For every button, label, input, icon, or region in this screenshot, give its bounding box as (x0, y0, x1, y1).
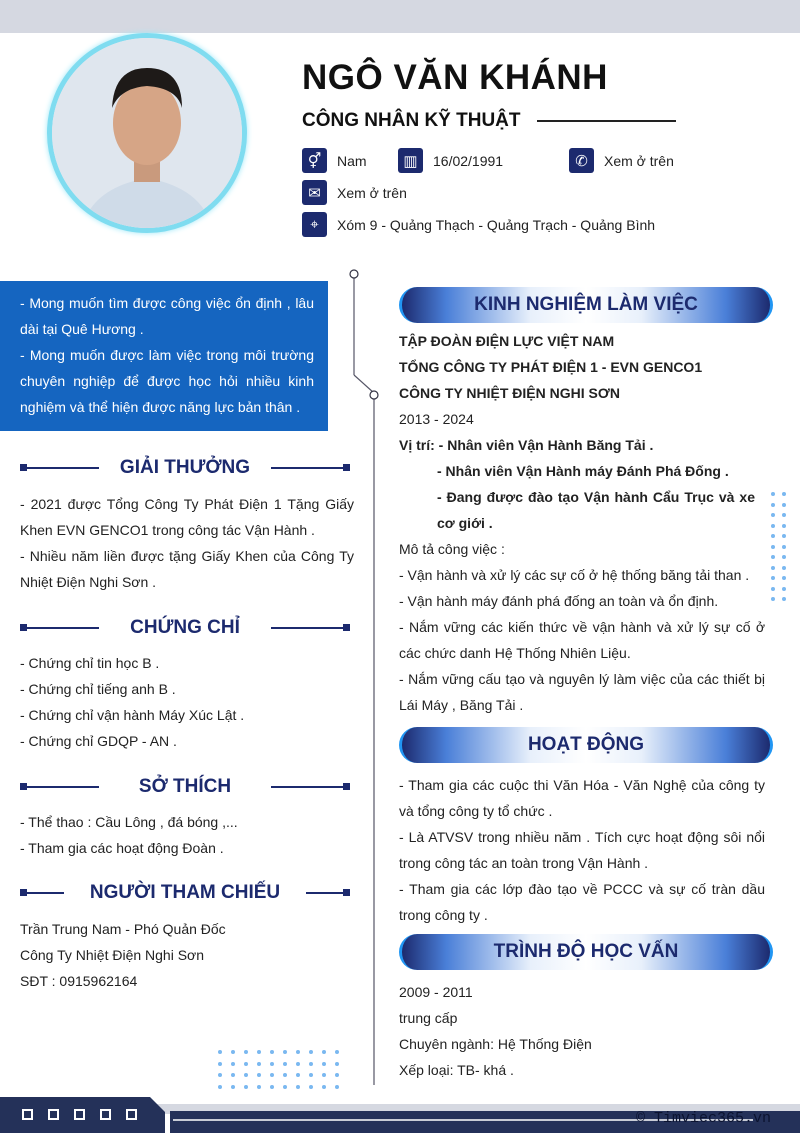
job-title: CÔNG NHÂN KỸ THUẬT (302, 110, 521, 131)
profile-photo (47, 33, 247, 233)
gender: Nam (337, 152, 367, 169)
mail-icon: ✉ (302, 180, 327, 205)
dot (771, 576, 775, 580)
objective-item: - Mong muốn được làm việc trong môi trường chuyên nghiệp để được học hỏi nhiều kinh nghiệm và thể hiện được năng lực bản thân . (20, 347, 314, 415)
footer-tab (0, 1097, 165, 1133)
dot (296, 1050, 300, 1054)
email-row (302, 180, 407, 205)
dot (270, 1073, 274, 1077)
dot (782, 534, 786, 538)
dot (782, 576, 786, 580)
dot (218, 1050, 222, 1054)
dot (296, 1085, 300, 1089)
dot (322, 1073, 326, 1077)
email: Xem ở trên (337, 184, 407, 201)
cake-icon: ▥ (398, 148, 423, 173)
candidate-name: NGÔ VĂN KHÁNH (302, 58, 608, 97)
dot (335, 1050, 339, 1054)
dot (218, 1085, 222, 1089)
dot (231, 1073, 235, 1077)
dot (270, 1062, 274, 1066)
hobbies-list: - Thể thao : Cầu Lông , đá bóng ,... - Tham gia các hoạt động Đoàn . (20, 814, 238, 856)
dot (782, 597, 786, 601)
dot (244, 1073, 248, 1077)
dot (296, 1062, 300, 1066)
certificates-list: - Chứng chỉ tin học B . - Chứng chỉ tiếng anh B . - Chứng chỉ vận hành Máy Xúc Lật . - Chứng chỉ GDQP - AN . (20, 655, 245, 749)
dot (218, 1062, 222, 1066)
dot (335, 1073, 339, 1077)
dot (335, 1085, 339, 1089)
dot (771, 566, 775, 570)
dot (771, 513, 775, 517)
dot (782, 503, 786, 507)
dot (257, 1062, 261, 1066)
dot (782, 513, 786, 517)
address: Xóm 9 - Quảng Thạch - Quảng Trạch - Quảng Bình (337, 216, 656, 233)
dot (782, 555, 786, 559)
experience-heading: KINH NGHIỆM LÀM VIỆC (399, 287, 773, 323)
dot (257, 1050, 261, 1054)
dot (322, 1050, 326, 1054)
education-body: 2009 - 2011 trung cấp Chuyên ngành: Hệ Thống Điện Xếp loại: TB- khá . (399, 984, 592, 1078)
dot (335, 1062, 339, 1066)
phone-row (569, 148, 674, 173)
gender-row (302, 148, 367, 173)
dot (322, 1062, 326, 1066)
education-heading: TRÌNH ĐỘ HỌC VẤN (399, 934, 773, 970)
phone: Xem ở trên (604, 152, 674, 169)
experience-body: TẬP ĐOÀN ĐIỆN LỰC VIỆT NAM TỔNG CÔNG TY PHÁT ĐIỆN 1 - EVN GENCO1 CÔNG TY NHIỆT ĐIỆN NGHI SƠN 2013 - 2024 Vị trí: - Nhân viên Vận Hành Băng Tải . - Nhân viên Vận Hành máy Đánh Phá Đống . - Đang được đào tạo Vận hành Cẩu Trục và xe cơ giới . Mô tả công việc : - Vận hành và xử lý các sự cố ở hệ thống băng tải than . - Vận hành máy đánh phá đống an toàn và ổn định. - Nắm vững các kiến thức về vận hành và xử lý sự cố ở các chức danh Hệ Thống Nhiên Liệu. - Nắm vững cấu tạo và nguyên lý làm việc của các thiết bị Lái Máy , Băng Tải . (399, 333, 765, 713)
dot (771, 534, 775, 538)
dot (218, 1073, 222, 1077)
activities-heading: HOẠT ĐỘNG (399, 727, 773, 763)
references-list: Trần Trung Nam - Phó Quản Đốc Công Ty Nhiệt Điện Nghi Sơn SĐT : 0915962164 (20, 921, 226, 989)
dot (309, 1085, 313, 1089)
dot (257, 1085, 261, 1089)
hobbies-heading: SỞ THÍCH (20, 777, 350, 797)
dot (309, 1073, 313, 1077)
dot (283, 1073, 287, 1077)
birthday: 16/02/1991 (433, 152, 504, 169)
dot (283, 1050, 287, 1054)
dot (782, 545, 786, 549)
top-bar (0, 0, 800, 33)
divider (537, 120, 676, 122)
location-icon: ⌖ (302, 212, 327, 237)
dot (771, 555, 775, 559)
watermark: © Timviec365.vn (636, 1110, 772, 1127)
dot (270, 1085, 274, 1089)
objective-item: - Mong muốn tìm được công việc ổn định , lâu dài tại Quê Hương . (20, 295, 314, 337)
dot (283, 1062, 287, 1066)
references-heading: NGƯỜI THAM CHIẾU (20, 883, 350, 903)
gender-icon: ⚥ (302, 148, 327, 173)
dot (296, 1073, 300, 1077)
career-objective (0, 281, 328, 431)
dot (771, 503, 775, 507)
dot (283, 1085, 287, 1089)
dot (782, 587, 786, 591)
dot (244, 1085, 248, 1089)
dot (771, 597, 775, 601)
dot (771, 545, 775, 549)
dot (782, 566, 786, 570)
awards-heading: GIẢI THƯỞNG (20, 458, 350, 478)
dot (231, 1085, 235, 1089)
dot (270, 1050, 274, 1054)
birthday-row (398, 148, 503, 173)
dot (771, 524, 775, 528)
dot (771, 587, 775, 591)
dot (244, 1062, 248, 1066)
dot (782, 524, 786, 528)
address-row (302, 212, 655, 237)
dot (309, 1050, 313, 1054)
activities-list: - Tham gia các cuộc thi Văn Hóa - Văn Nghệ của công ty và tổng công ty tổ chức . - Là ATVSV trong nhiều năm . Tích cực hoạt động sôi nổi trong công tác an toàn trong Vận Hành . - Tham gia các lớp đào tạo về PCCC và sự cố tràn dầu trong công ty . (399, 777, 765, 923)
awards-list: - 2021 được Tổng Công Ty Phát Điện 1 Tặng Giấy Khen EVN GENCO1 trong công tác Vận Hành . - Nhiều năm liền được tặng Giấy Khen của Công Ty Nhiệt Điện Nghi Sơn . (20, 496, 354, 590)
dot (231, 1062, 235, 1066)
dot (309, 1062, 313, 1066)
phone-icon: ✆ (569, 148, 594, 173)
dot (257, 1073, 261, 1077)
dot (244, 1050, 248, 1054)
dot (231, 1050, 235, 1054)
dot (322, 1085, 326, 1089)
dot (782, 492, 786, 496)
certificates-heading: CHỨNG CHỈ (20, 618, 350, 638)
dot (771, 492, 775, 496)
